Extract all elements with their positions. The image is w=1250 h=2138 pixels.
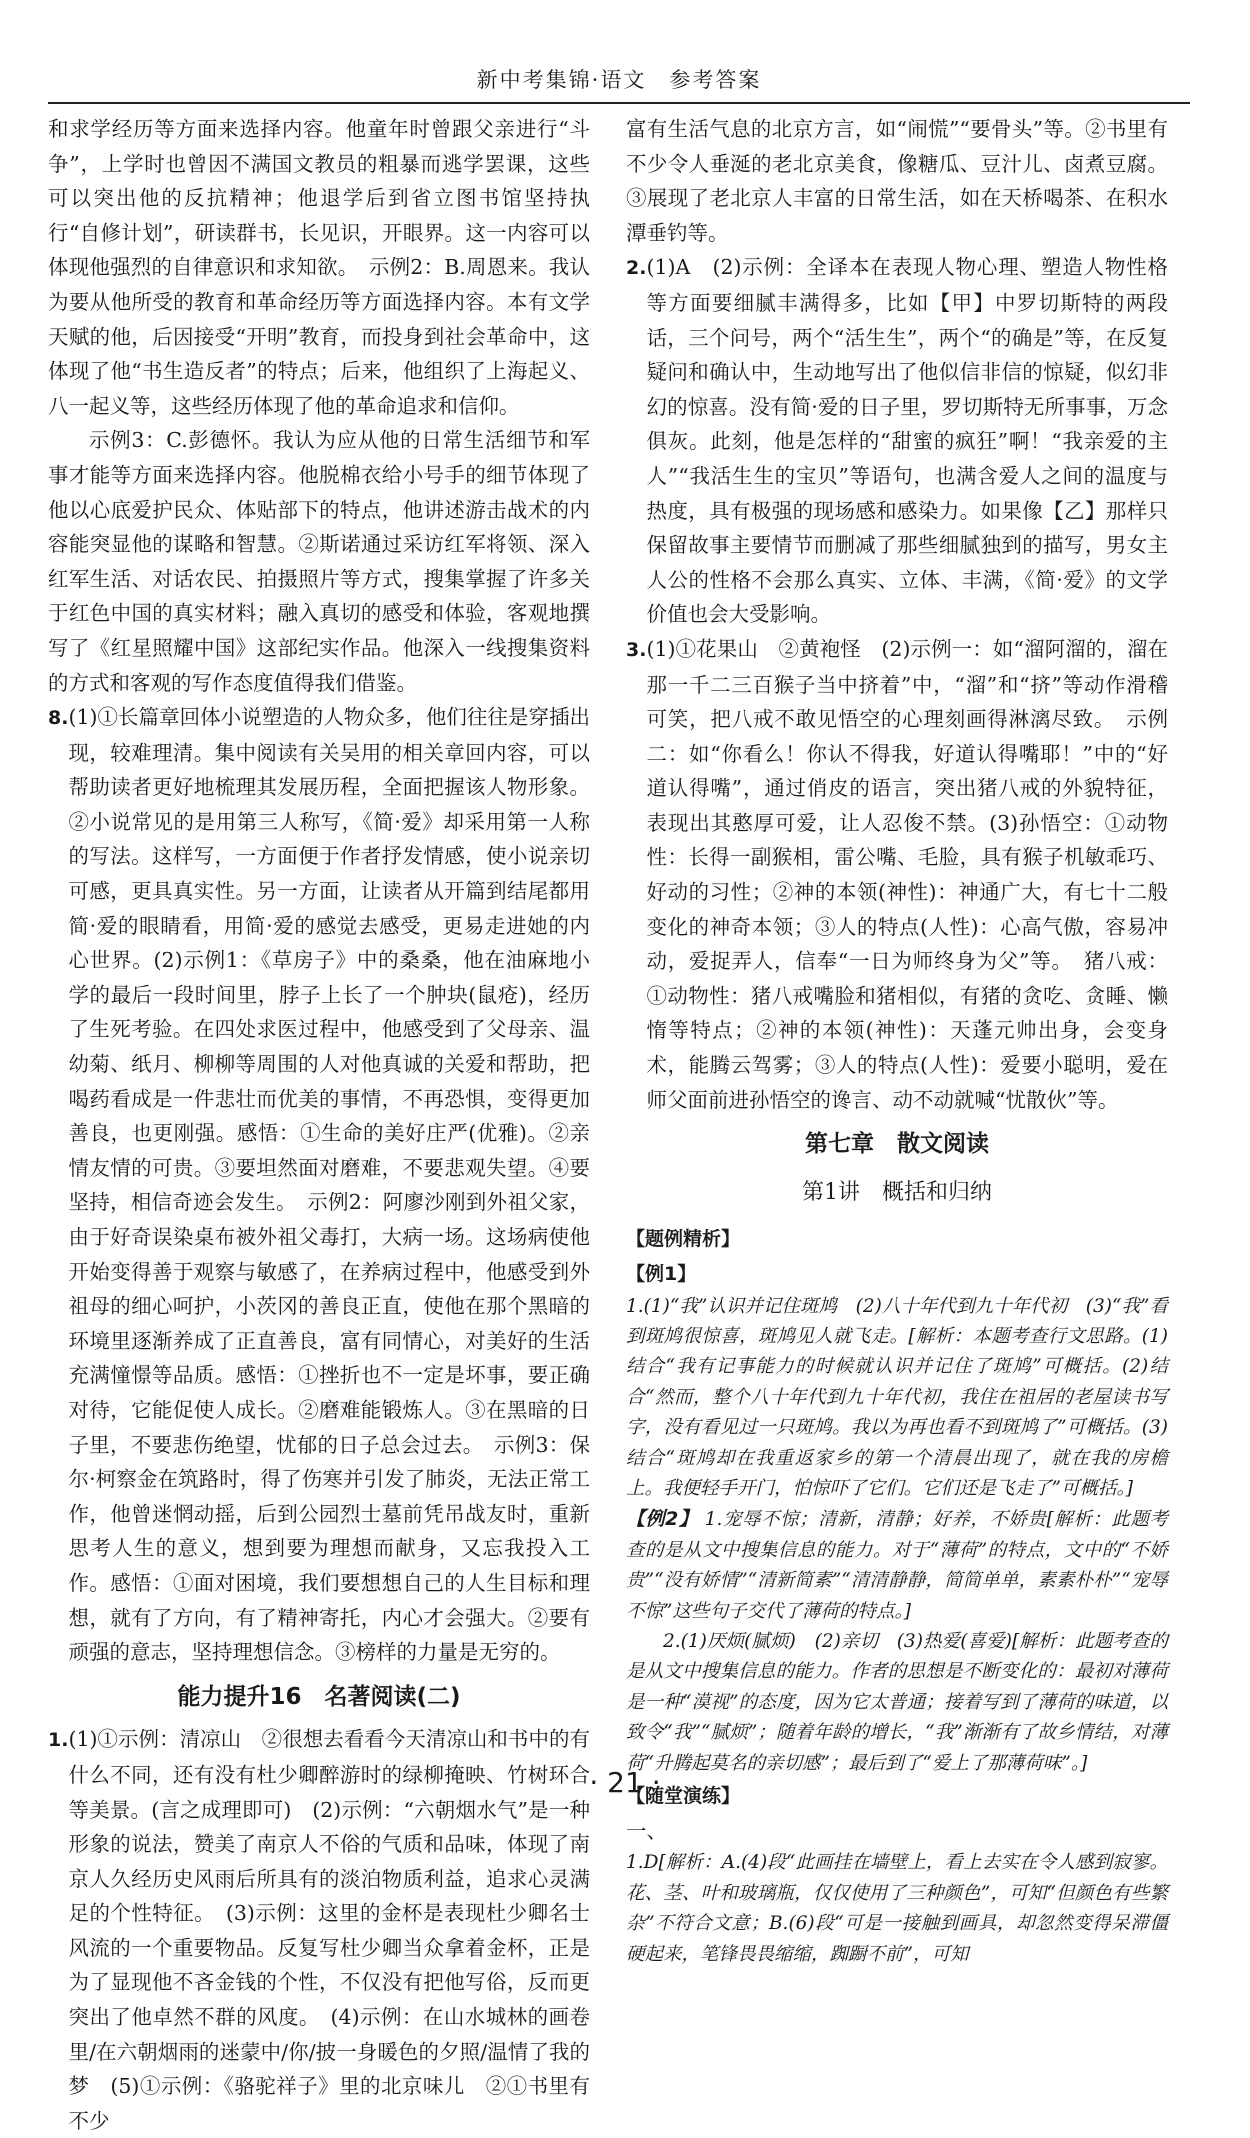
example-2-block <box>626 1504 1168 1627</box>
answer-paragraph: 富有生活气息的北京方言，如“闹慌”“要骨头”等。②书里有不少令人垂涎的老北京美食，像糖瓜、豆汁儿、卤煮豆腐。③展现了老北京人丰富的日常生活，如在天桥喝茶、在积水潭垂钓等。 <box>626 117 1168 245</box>
lecture-title: 第1讲 概括和归纳 <box>802 1179 992 1205</box>
question-text: (1)①长篇章回体小说塑造的人物众多，他们往往是穿插出现，较难理清。集中阅读有关吴用的相关章回内容，可以帮助读者更好地梳理其发展历程，全面把握该人物形象。②小说常见的是用第三人称写，《简·爱》却采用第一人称的写法。这样写，一方面便于作者抒发情感，使小说亲切可感，更具真实性。另一方面，让读者从开篇到结尾都用简·爱的眼睛看，用简·爱的感觉去感受，更易走进她的内心世界。(2)示例1：《草房子》中的桑桑，他在油麻地小学的最后一段时间里，脖子上长了一个肿块(鼠疮)，经历了生死考验。在四处求医过程中，他感受到了父母亲、温幼菊、纸月、柳柳等周围的人对他真诚的关爱和帮助，把喝药看成是一件悲壮而优美的事情，不再恐惧，变得更加善良，也更刚强。感悟：①生命的美好庄严(优雅)。②亲情友情的可贵。③要坦然面对磨难，不要悲观失望。④要坚持，相信奇迹会发生。 示例2：阿廖沙刚到外祖父家，由于好奇误染桌布被外祖父毒打，大病一场。这场病使他开始变得善于观察与敏感了，在养病过程中，他感受到外祖母的细心呵护，小茨冈的善良正直，使他在那个黑暗的环境里逐渐养成了正直善良，富有同情心，对美好的生活充满憧憬等品质。感悟：①挫折也不一定是坏事，要正确对待，它能促使人成长。②磨难能锻炼人。③在黑暗的日子里，不要悲伤绝望，忧郁的日子总会过去。 示例3：保尔·柯察金在筑路时，得了伤寒并引发了肺炎，无法正常工作，他曾迷惘动摇，后到公园烈士墓前凭吊战友时，重新思考人生的意义，想到要为理想而献身，又忘我投入工作。感悟：①面对困境，我们要想想自己的人生目标和理想，就有了方向，有了精神寄托，内心才会强大。②要有顽强的意志，坚持理想信念。③榜样的力量是无穷的。 <box>68 705 590 1665</box>
tag-practice: 【随堂演练】 <box>626 1785 741 1808</box>
chapter-title: 第七章 散文阅读 <box>805 1131 989 1158</box>
answer-paragraph: 和求学经历等方面来选择内容。他童年时曾跟父亲进行“斗争”，上学时也曾因不满国文教员的粗暴而逃学罢课，这些可以突出他的反抗精神；他退学后到省立图书馆坚持执行“自修计划”，研读群书，长见识，开眼界。这一内容可以体现他强烈的自律意识和求知欲。 示例2：B.周恩来。我认为要从他所受的教育和革命经历等方面选择内容。本有文学天赋的他，后因接受“开明”教育，而投身到社会革命中，这体现了他“书生造反者”的特点；后来，他组织了上海起义、八一起义等，这些经历体现了他的革命追求和信仰。 <box>48 117 590 418</box>
practice-answer-1: 1.D[解析：A.(4)段“此画挂在墙壁上，看上去实在令人感到寂寥。花、茎、叶和玻璃瓶，仅仅使用了三种颜色”，可知“但颜色有些繁杂”不符合文意；B.(6)段“可是一接触到画具，却忽然变得呆滞僵硬起来，笔锋畏畏缩缩，踟蹰不前”，可知 <box>626 1852 1168 1965</box>
tag-example-1: 【例1】 <box>626 1263 697 1285</box>
tag-example-2: 【例2】 <box>626 1508 699 1531</box>
example-1-answer: 1.(1)“我”认识并记住斑鸠 (2)八十年代到九十年代初 (3)“我”看到斑鸠很惊喜，斑鸠见人就飞走。[解析：本题考查行文思路。(1)结合“我有记事能力的时候就认识并记住了斑鸠”可概括。(2)结合“然而，整个八十年代到九十年代初，我住在祖居的老屋读书写字，没有看见过一只斑鸠。我以为再也看不到斑鸠了”可概括。(3)结合“斑鸠却在我重返家乡的第一个清晨出现了，就在我的房檐上。我便轻手开门，怕惊吓了它们。它们还是飞走了”可概括。] <box>626 1295 1168 1500</box>
right-column <box>626 112 1168 1970</box>
question-text: (1)①示例：清凉山 ②很想去看看今天清凉山和书中的有什么不同，还有没有杜少卿醉游时的绿柳掩映、竹树环合等美景。(言之成理即可) (2)示例：“六朝烟水气”是一种形象的说法，赞美了南京人不俗的气质和品味，体现了南京人久经历史风雨后所具有的淡泊物质利益，追求心灵满足的个性特征。 (3)示例：这里的金杯是表现杜少卿名士风流的一个重要物品。反复写杜少卿当众拿着金杯，正是为了显现他不吝金钱的个性，不仅没有把他写俗，反而更突出了他卓然不群的风度。 (4)示例：在山水城林的画卷里/在六朝烟雨的迷蒙中/你/披一身暖色的夕照/温情了我的梦 (5)①示例：《骆驼祥子》里的北京味儿 ②①书里有不少 <box>68 1727 590 2133</box>
question-text: (1)①花果山 ②黄袍怪 (2)示例一：如“溜阿溜的，溜在那一千二三百猴子当中挤着”中，“溜”和“挤”等动作滑稽可笑，把八戒不敢见悟空的心理刻画得淋漓尽致。 示例二：如“你看么！你认不得我，好道认得嘴耶！”中的“好道认得嘴”，通过俏皮的语言，突出猪八戒的外貌特征，表现出其憨厚可爱，让人忍俊不禁。(3)孙悟空：①动物性：长得一副猴相，雷公嘴、毛脸，具有猴子机敏乖巧、好动的习性；②神的本领(神性)：神通广大，有七十二般变化的神奇本领；③人的特点(人性)：心高气傲，容易冲动，爱捉弄人，信奉“一日为师终身为父”等。 猪八戒：①动物性：猪八戒嘴脸和猪相似，有猪的贪吃、贪睡、懒惰等特点；②神的本领(神性)：天蓬元帅出身，会变身术，能腾云驾雾；③人的特点(人性)：爱要小聪明，爱在师父面前进孙悟空的谗言、动不动就喊“忧散伙”等。 <box>646 636 1168 1112</box>
page-number: · 21 · <box>589 1766 661 1799</box>
header-title: 新中考集锦·语文 参考答案 <box>476 68 762 92</box>
question-number: 8. <box>48 707 69 730</box>
section-title: 能力提升16 名著阅读(二) <box>177 1683 461 1710</box>
example-2-answer-2: 2.(1)厌烦(腻烦) (2)亲切 (3)热爱(喜爱)[解析：此题考查的是从文中搜集信息的能力。作者的思想是不断变化的：最初对薄荷是一种“漠视”的态度，因为它太普通；接着写到了薄荷的味道，以致令“我”“腻烦”；随着年龄的增长，“我”渐渐有了故乡情结，对薄荷“升腾起莫名的亲切感”；最后到了“爱上了那薄荷味”。] <box>626 1631 1168 1774</box>
question-text: (1)A (2)示例：全译本在表现人物心理、塑造人物性格等方面要细腻丰满得多，比如【甲】中罗切斯特的两段话，三个问号，两个“活生生”，两个“的确是”等，在反复疑问和确认中，生动地写出了他似信非信的惊疑，似幻非幻的惊喜。没有简·爱的日子里，罗切斯特无所事事，万念俱灰。此刻，他是怎样的“甜蜜的疯狂”啊！“我亲爱的主人”“我活生生的宝贝”等语句，也满含爱人之间的温度与热度，具有极强的现场感和感染力。如果像【乙】那样只保留故事主要情节而删减了那些细腻独到的描写，男女主人公的性格不会那么真实、立体、丰满，《简·爱》的文学价值也会大受影响。 <box>646 255 1168 627</box>
left-column <box>48 112 590 2138</box>
question-3 <box>626 632 1168 1117</box>
question-2 <box>626 250 1168 632</box>
answer-paragraph: 示例3：C.彭德怀。我认为应从他的日常生活细节和军事才能等方面来选择内容。他脱棉衣给小号手的细节体现了他以心底爱护民众、体贴部下的特点，他讲述游击战术的内容能突显他的谋略和智慧。②斯诺通过采访红军将领、深入红军生活、对话农民、拍摄照片等方式，搜集掌握了许多关于红色中国的真实材料；融入真切的感受和体验，客观地撰写了《红星照耀中国》这部纪实作品。他深入一线搜集资料的方式和客观的写作态度值得我们借鉴。 <box>48 428 590 695</box>
tag-analysis: 【题例精析】 <box>626 1228 741 1251</box>
part-one-label: 一、 <box>626 1818 667 1843</box>
question-number: 2. <box>626 257 647 280</box>
question-number: 3. <box>626 638 647 661</box>
example-2-answer-1: 1.宠辱不惊；清新，清静；好养，不娇贵[解析：此题考查的是从文中搜集信息的能力。对于“薄荷”的特点，文中的“不娇贵”“没有娇情”“清新简素”“清清静静，简简单单，素素朴朴”“宠辱不惊”这些句子交代了薄荷的特点。] <box>626 1509 1168 1622</box>
question-8 <box>48 700 590 1670</box>
page-header <box>48 64 1190 104</box>
question-number: 1. <box>48 1729 69 1752</box>
